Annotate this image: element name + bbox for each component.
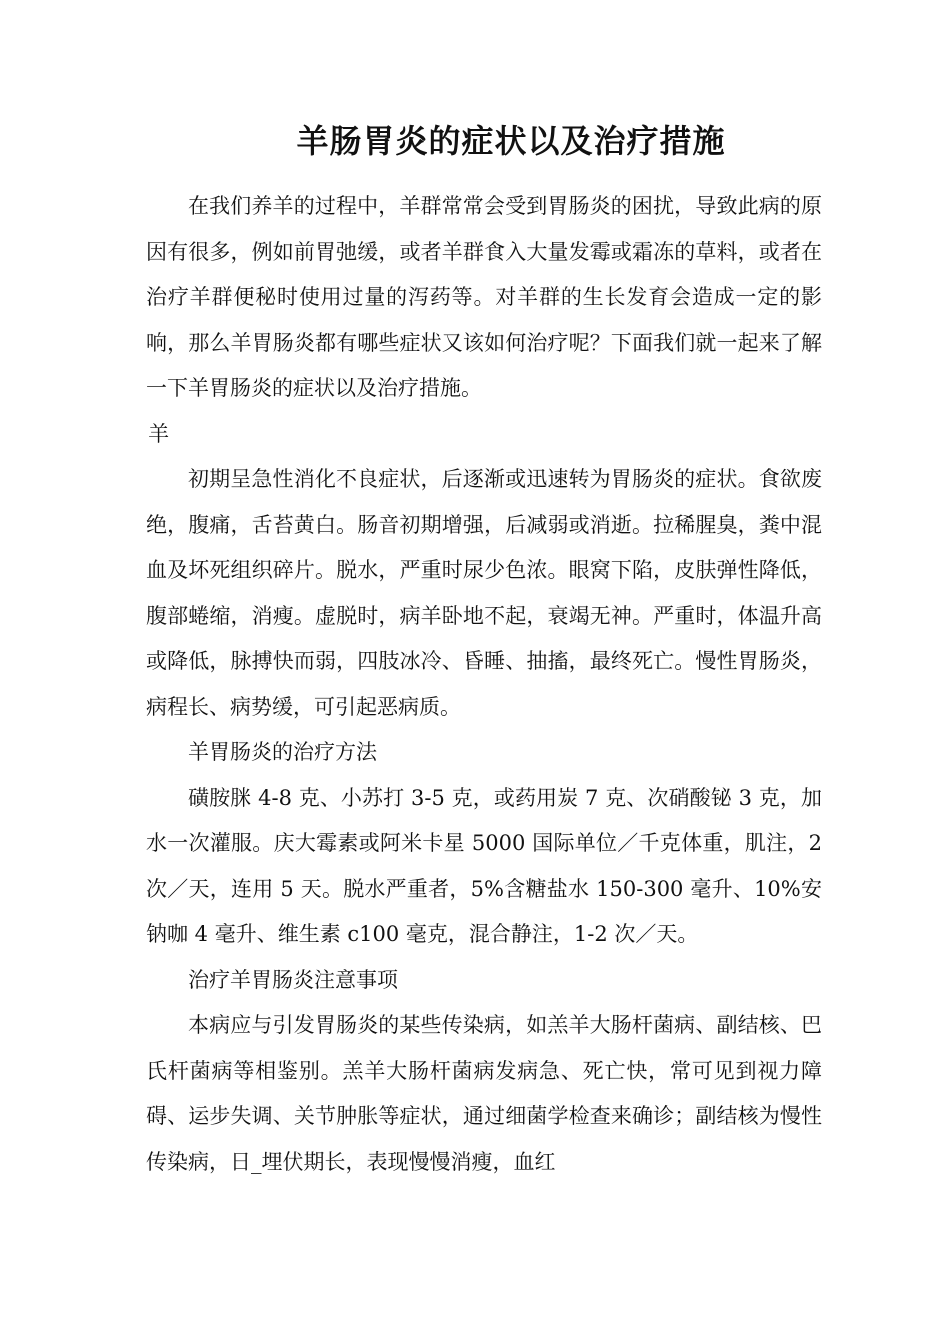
intro-paragraph: 在我们养羊的过程中，羊群常常会受到胃肠炎的困扰，导致此病的原因有很多，例如前胃弛缓，或者羊群食入大量发霉或霜冻的草料，或者在治疗羊群便秘时使用过量的泻药等。对羊群的生长发育会造成一定的影响，那么羊胃肠炎都有哪些症状又该如何治疗呢？下面我们就一起来了解一下羊胃肠炎的症状以及治疗措施。 [146, 194, 822, 400]
document-title: 羊肠胃炎的症状以及治疗措施 [296, 122, 726, 160]
precautions-heading: 治疗羊胃肠炎注意事项 [188, 967, 398, 992]
treatment-heading: 羊胃肠炎的治疗方法 [188, 740, 377, 764]
symptoms-paragraph: 初期呈急性消化不良症状，后逐渐或迅速转为胃肠炎的症状。食欲废绝，腹痛，舌苔黄白。肠音初期增强，后减弱或消逝。拉稀腥臭，粪中混血及坏死组织碎片。脱水，严重时尿少色浓。眼窝下陷，皮肤弹性降低，腹部蜷缩，消瘦。虚脱时，病羊卧地不起，衰竭无神。严重时，体温升高或降低，脉搏快而弱，四肢冰冷、昏睡、抽搐，最终死亡。慢性胃肠炎，病程长、病势缓，可引起恶病质。 [146, 467, 822, 719]
treatment-paragraph: 磺胺脒 4-8 克、小苏打 3-5 克，或药用炭 7 克、次硝酸铋 3 克，加水一次灌服。庆大霉素或阿米卡星 5000 国际单位／千克体重，肌注，2 次／天，连用 5 天。脱水严重者，5%含糖盐水 150-300 毫升、10%安钠咖 4 毫升、维生素 c100 毫克，混合静注，1-2 次／天。 [146, 785, 822, 946]
precautions-paragraph: 本病应与引发胃肠炎的某些传染病，如羔羊大肠杆菌病、副结核、巴氏杆菌病等相鉴别。羔羊大肠杆菌病发病急、死亡快，常可见到视力障碍、运步失调、关节肿胀等症状，通过细菌学检查来确诊；副结核为慢性传染病，日_埋伏期长，表现慢慢消瘦，血红 [146, 1013, 822, 1174]
document-body [146, 184, 822, 1185]
section-label-sheep: 羊 [148, 421, 170, 446]
